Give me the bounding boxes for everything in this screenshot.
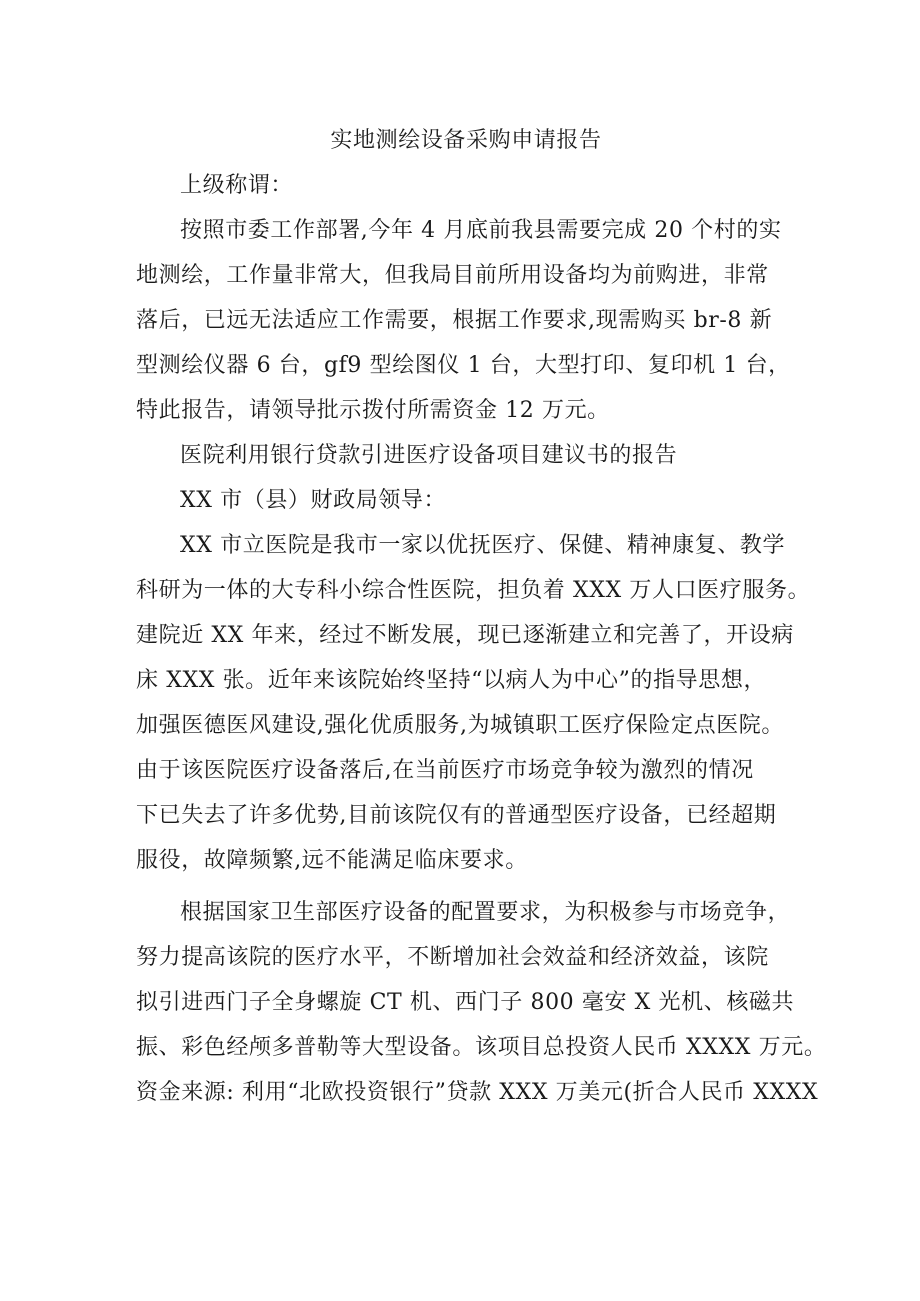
text-line: 型测绘仪器 6 台，gf9 型绘图仪 1 台，大型打印、复印机 1 台， bbox=[136, 353, 791, 378]
paragraph-spacing bbox=[136, 883, 796, 890]
salutation-finance-bureau: XX 市（县）财政局领导： bbox=[180, 488, 447, 513]
text-line: 落后，已远无法适应工作需要，根据工作要求,现需购买 br-8 新 bbox=[136, 308, 773, 333]
text-line: 服役，故障频繁,远不能满足临床要求。 bbox=[136, 848, 528, 873]
text-line: 下已失去了许多优势,目前该院仅有的普通型医疗设备，已经超期 bbox=[136, 803, 777, 828]
text-line: 振、彩色经颅多普勒等大型设备。该项目总投资人民币 XXXX 万元。 bbox=[136, 1035, 827, 1060]
paragraph-equipment-plan bbox=[136, 890, 827, 1115]
report-title-hospital-loan: 医院利用银行贷款引进医疗设备项目建议书的报告 bbox=[180, 443, 678, 468]
salutation-superior: 上级称谓： bbox=[180, 173, 294, 198]
text-line: XX 市立医院是我市一家以优抚医疗、保健、精神康复、教学 bbox=[180, 533, 786, 558]
text-line: 按照市委工作部署,今年 4 月底前我县需要完成 20 个村的实 bbox=[180, 218, 782, 243]
text-line: 加强医德医风建设,强化优质服务,为城镇职工医疗保险定点医院。 bbox=[136, 713, 784, 738]
text-line: 根据国家卫生部医疗设备的配置要求，为积极参与市场竞争， bbox=[180, 900, 791, 925]
report-title-equipment-purchase: 实地测绘设备采购申请报告 bbox=[330, 128, 602, 153]
text-line: 地测绘，工作量非常大，但我局目前所用设备均为前购进，非常 bbox=[136, 263, 769, 288]
text-line: 资金来源: 利用“北欧投资银行”贷款 XXX 万美元(折合人民币 XXXX bbox=[136, 1080, 819, 1105]
text-line: 建院近 XX 年来，经过不断发展，现已逐渐建立和完善了，开设病 bbox=[136, 623, 794, 648]
paragraph-equipment-request bbox=[136, 208, 796, 433]
paragraph-hospital-background bbox=[136, 523, 811, 883]
document-body bbox=[136, 118, 827, 1115]
text-line: 努力提高该院的医疗水平，不断增加社会效益和经济效益，该院 bbox=[136, 945, 769, 970]
text-line: 床 XXX 张。近年来该院始终坚持“以病人为中心”的指导思想， bbox=[136, 668, 767, 693]
text-line: 由于该医院医疗设备落后,在当前医疗市场竞争较为激烈的情况 bbox=[136, 758, 754, 783]
text-line: 拟引进西门子全身螺旋 CT 机、西门子 800 毫安 X 光机、核磁共 bbox=[136, 990, 795, 1015]
text-line: 特此报告，请领导批示拨付所需资金 12 万元。 bbox=[136, 398, 610, 423]
text-line: 科研为一体的大专科小综合性医院，担负着 XXX 万人口医疗服务。 bbox=[136, 578, 811, 603]
